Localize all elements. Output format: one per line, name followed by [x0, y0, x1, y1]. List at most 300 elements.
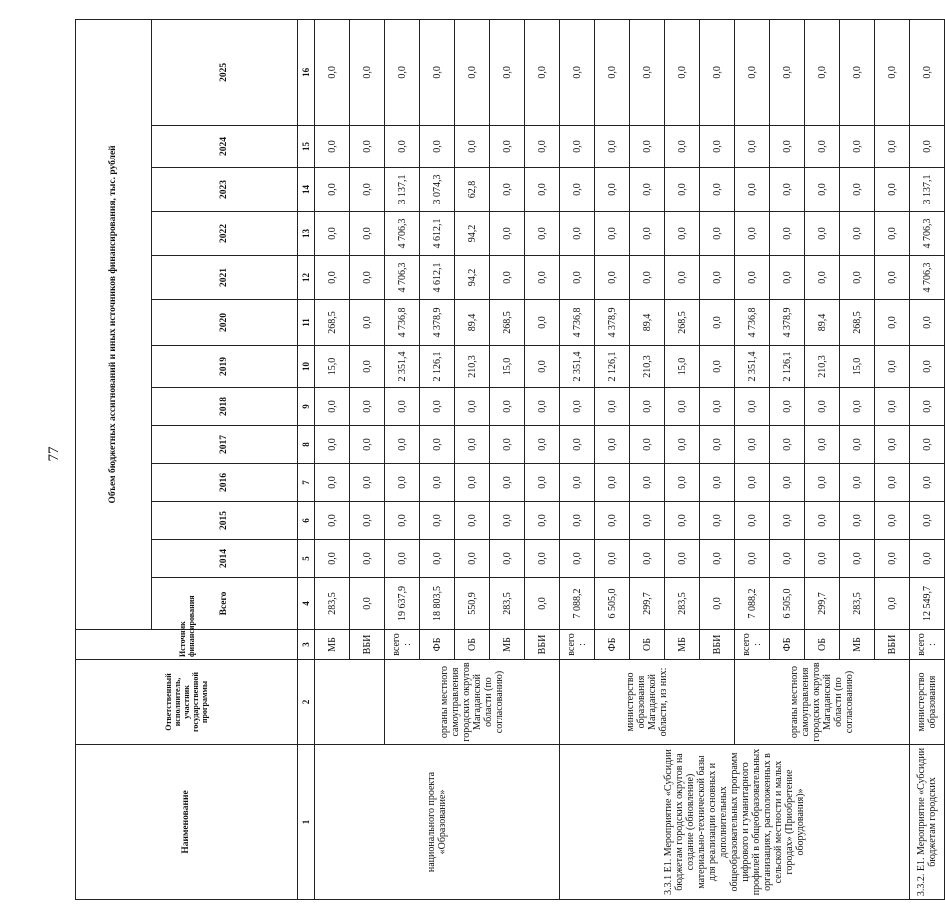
year-value-cell: 0,0 — [910, 464, 945, 502]
year-value-cell: 0,0 — [350, 126, 385, 168]
year-value-cell: 0,0 — [875, 540, 910, 578]
year-value-cell: 0,0 — [735, 388, 770, 426]
year-value-cell: 4 612,1 — [420, 256, 455, 300]
year-value-cell: 0,0 — [875, 426, 910, 464]
year-value-cell: 0,0 — [630, 388, 665, 426]
year-value-cell: 0,0 — [350, 426, 385, 464]
year-value-cell: 0,0 — [455, 540, 490, 578]
year-value-cell: 0,0 — [490, 464, 525, 502]
year-value-cell: 0,0 — [455, 126, 490, 168]
year-value-cell: 0,0 — [350, 300, 385, 346]
column-number: 5 — [298, 540, 315, 578]
year-value-cell: 89,4 — [455, 300, 490, 346]
year-value-cell: 0,0 — [630, 126, 665, 168]
year-value-cell: 0,0 — [420, 426, 455, 464]
total-cell: 12 549,7 — [910, 578, 945, 630]
year-value-cell: 0,0 — [840, 502, 875, 540]
column-number: 8 — [298, 426, 315, 464]
year-value-cell: 0,0 — [455, 19, 490, 125]
year-value-cell: 0,0 — [595, 426, 630, 464]
year-value-cell: 0,0 — [455, 502, 490, 540]
year-value-cell: 0,0 — [595, 464, 630, 502]
column-number: 16 — [298, 19, 315, 125]
year-value-cell: 0,0 — [665, 256, 700, 300]
measure-name-cell: 3.3.2. Е1. Мероприятие «Субсидии бюджетам городских — [910, 745, 945, 900]
year-value-cell: 4 612,1 — [420, 212, 455, 256]
year-value-cell: 0,0 — [385, 388, 420, 426]
year-value-cell: 0,0 — [875, 256, 910, 300]
responsible-cell: органы местного самоуправления городских округов Магаданской области (по согласованию) — [735, 660, 910, 745]
year-value-cell: 15,0 — [840, 346, 875, 388]
year-value-cell: 0,0 — [770, 256, 805, 300]
total-cell: 7 088,2 — [735, 578, 770, 630]
source-cell: всего : — [735, 630, 770, 660]
year-value-cell: 0,0 — [315, 212, 350, 256]
column-number: 14 — [298, 168, 315, 212]
year-value-cell: 0,0 — [560, 168, 595, 212]
year-value-cell: 0,0 — [770, 19, 805, 125]
table-row — [910, 19, 945, 899]
total-cell: 0,0 — [875, 578, 910, 630]
year-value-cell: 0,0 — [770, 388, 805, 426]
measure-name-cell: национального проекта «Образование» — [315, 745, 560, 900]
source-cell: ВБИ — [525, 630, 560, 660]
year-value-cell: 0,0 — [840, 388, 875, 426]
year-value-cell: 4 378,9 — [770, 300, 805, 346]
year-value-cell: 0,0 — [350, 19, 385, 125]
year-value-cell: 0,0 — [490, 388, 525, 426]
rotated-table-container — [75, 20, 938, 900]
year-value-cell: 0,0 — [700, 19, 735, 125]
year-value-cell: 0,0 — [700, 126, 735, 168]
year-value-cell: 268,5 — [840, 300, 875, 346]
header-year: 2015 — [152, 502, 298, 540]
year-value-cell: 0,0 — [630, 212, 665, 256]
year-value-cell: 0,0 — [770, 464, 805, 502]
year-value-cell: 0,0 — [490, 19, 525, 125]
year-value-cell: 0,0 — [455, 464, 490, 502]
total-cell: 6 505,0 — [595, 578, 630, 630]
year-value-cell: 0,0 — [630, 426, 665, 464]
year-value-cell: 0,0 — [910, 300, 945, 346]
year-value-cell: 0,0 — [770, 502, 805, 540]
year-value-cell: 0,0 — [805, 126, 840, 168]
year-value-cell: 0,0 — [315, 388, 350, 426]
total-cell: 283,5 — [840, 578, 875, 630]
year-value-cell: 0,0 — [525, 300, 560, 346]
year-value-cell: 0,0 — [595, 388, 630, 426]
year-value-cell: 0,0 — [665, 168, 700, 212]
year-value-cell: 0,0 — [840, 168, 875, 212]
year-value-cell: 0,0 — [735, 426, 770, 464]
source-cell: всего : — [910, 630, 945, 660]
year-value-cell: 0,0 — [455, 426, 490, 464]
year-value-cell: 0,0 — [525, 212, 560, 256]
year-value-cell: 0,0 — [735, 502, 770, 540]
year-value-cell: 0,0 — [875, 168, 910, 212]
year-value-cell: 0,0 — [770, 212, 805, 256]
year-value-cell: 0,0 — [665, 464, 700, 502]
source-cell: ВБИ — [350, 630, 385, 660]
year-value-cell: 0,0 — [700, 212, 735, 256]
year-value-cell: 0,0 — [595, 126, 630, 168]
year-value-cell: 0,0 — [350, 388, 385, 426]
year-value-cell: 0,0 — [700, 502, 735, 540]
year-value-cell: 0,0 — [420, 502, 455, 540]
header-responsible: Ответственный исполнитель, участник государственной программы — [76, 660, 298, 745]
year-value-cell: 0,0 — [525, 388, 560, 426]
year-value-cell: 15,0 — [315, 346, 350, 388]
header-year: 2014 — [152, 540, 298, 578]
year-value-cell: 0,0 — [805, 502, 840, 540]
year-value-cell: 0,0 — [875, 346, 910, 388]
total-cell: 299,7 — [630, 578, 665, 630]
year-value-cell: 0,0 — [385, 464, 420, 502]
year-value-cell: 15,0 — [490, 346, 525, 388]
table-row — [560, 19, 595, 899]
year-value-cell: 0,0 — [350, 212, 385, 256]
year-value-cell: 0,0 — [665, 540, 700, 578]
column-number: 7 — [298, 464, 315, 502]
year-value-cell: 2 351,4 — [560, 346, 595, 388]
header-year: 2018 — [152, 388, 298, 426]
table-row — [315, 19, 350, 899]
year-value-cell: 268,5 — [490, 300, 525, 346]
source-cell: МБ — [665, 630, 700, 660]
year-value-cell: 0,0 — [875, 126, 910, 168]
year-value-cell: 4 706,3 — [385, 256, 420, 300]
year-value-cell: 0,0 — [385, 19, 420, 125]
year-value-cell: 0,0 — [875, 212, 910, 256]
year-value-cell: 0,0 — [910, 426, 945, 464]
year-value-cell: 0,0 — [560, 426, 595, 464]
year-value-cell: 0,0 — [315, 126, 350, 168]
year-value-cell: 3 074,3 — [420, 168, 455, 212]
year-value-cell: 0,0 — [420, 464, 455, 502]
header-year: 2023 — [152, 168, 298, 212]
column-number: 6 — [298, 502, 315, 540]
year-value-cell: 0,0 — [525, 256, 560, 300]
year-value-cell: 0,0 — [525, 540, 560, 578]
total-cell: 19 637,9 — [385, 578, 420, 630]
year-value-cell: 0,0 — [770, 168, 805, 212]
total-cell: 0,0 — [350, 578, 385, 630]
year-value-cell: 0,0 — [490, 426, 525, 464]
year-value-cell: 0,0 — [350, 540, 385, 578]
year-value-cell: 0,0 — [385, 540, 420, 578]
year-value-cell: 0,0 — [875, 388, 910, 426]
year-value-cell: 0,0 — [735, 19, 770, 125]
year-value-cell: 4 736,8 — [560, 300, 595, 346]
year-value-cell: 4 706,3 — [385, 212, 420, 256]
year-value-cell: 0,0 — [840, 464, 875, 502]
year-value-cell: 0,0 — [315, 464, 350, 502]
year-value-cell: 0,0 — [700, 388, 735, 426]
header-total: Всего — [152, 578, 298, 630]
year-value-cell: 0,0 — [525, 168, 560, 212]
year-value-cell: 0,0 — [490, 168, 525, 212]
source-cell: ФБ — [420, 630, 455, 660]
total-cell: 283,5 — [315, 578, 350, 630]
year-value-cell: 268,5 — [665, 300, 700, 346]
year-value-cell: 0,0 — [385, 502, 420, 540]
year-value-cell: 0,0 — [735, 126, 770, 168]
year-value-cell: 4 736,8 — [385, 300, 420, 346]
year-value-cell: 0,0 — [315, 502, 350, 540]
year-value-cell: 0,0 — [735, 212, 770, 256]
year-value-cell: 94,2 — [455, 212, 490, 256]
header-year: 2022 — [152, 212, 298, 256]
year-value-cell: 0,0 — [665, 19, 700, 125]
year-value-cell: 0,0 — [700, 464, 735, 502]
column-number: 9 — [298, 388, 315, 426]
header-year: 2019 — [152, 346, 298, 388]
year-value-cell: 0,0 — [665, 426, 700, 464]
year-value-cell: 0,0 — [315, 540, 350, 578]
total-cell: 0,0 — [525, 578, 560, 630]
year-value-cell: 0,0 — [805, 540, 840, 578]
year-value-cell: 0,0 — [560, 540, 595, 578]
responsible-cell — [315, 660, 385, 745]
header-volume: Объем бюджетных ассигнований и иных источников финансирования, тыс. рублей — [76, 19, 152, 629]
year-value-cell: 4 378,9 — [595, 300, 630, 346]
year-value-cell: 0,0 — [560, 388, 595, 426]
source-cell: ОБ — [630, 630, 665, 660]
year-value-cell: 0,0 — [490, 212, 525, 256]
total-cell: 299,7 — [805, 578, 840, 630]
year-value-cell: 0,0 — [910, 540, 945, 578]
measure-name-cell: 3.3.1 Е1. Мероприятие «Субсидии бюджетам городских округов на создание (обновление) материально-технической базы для реализации основных и дополнительных общеобразовательных программ цифрового и гуманитарного профилей в общеобразовательных организациях, расположенных в сельской местности и малых городах» (Приобретение оборудования)» — [560, 745, 910, 900]
year-value-cell: 0,0 — [560, 126, 595, 168]
rotated-table-scan — [75, 20, 938, 900]
column-number: 1 — [298, 745, 315, 900]
year-value-cell: 0,0 — [630, 464, 665, 502]
year-value-cell: 210,3 — [805, 346, 840, 388]
year-value-cell: 0,0 — [630, 19, 665, 125]
total-cell: 283,5 — [490, 578, 525, 630]
year-value-cell: 0,0 — [665, 502, 700, 540]
year-value-cell: 0,0 — [490, 502, 525, 540]
year-value-cell: 0,0 — [350, 256, 385, 300]
year-value-cell: 0,0 — [490, 540, 525, 578]
year-value-cell: 0,0 — [525, 426, 560, 464]
year-value-cell: 0,0 — [350, 464, 385, 502]
year-value-cell: 0,0 — [735, 168, 770, 212]
year-value-cell: 0,0 — [525, 464, 560, 502]
year-value-cell: 0,0 — [875, 464, 910, 502]
year-value-cell: 89,4 — [630, 300, 665, 346]
year-value-cell: 0,0 — [315, 19, 350, 125]
table-body — [315, 19, 945, 899]
column-number: 4 — [298, 578, 315, 630]
year-value-cell: 0,0 — [490, 126, 525, 168]
year-value-cell: 0,0 — [805, 168, 840, 212]
total-cell: 18 803,5 — [420, 578, 455, 630]
year-value-cell: 94,2 — [455, 256, 490, 300]
year-value-cell: 0,0 — [875, 300, 910, 346]
year-value-cell: 3 137,1 — [385, 168, 420, 212]
year-value-cell: 0,0 — [910, 126, 945, 168]
column-number: 2 — [298, 660, 315, 745]
responsible-cell: министерство образования — [910, 660, 945, 745]
year-value-cell: 0,0 — [350, 168, 385, 212]
source-cell: МБ — [840, 630, 875, 660]
source-cell: ОБ — [805, 630, 840, 660]
header-year: 2024 — [152, 126, 298, 168]
year-value-cell: 0,0 — [315, 168, 350, 212]
year-value-cell: 0,0 — [700, 346, 735, 388]
year-value-cell: 0,0 — [560, 19, 595, 125]
year-value-cell: 0,0 — [840, 212, 875, 256]
header-year: 2017 — [152, 426, 298, 464]
year-value-cell: 0,0 — [420, 19, 455, 125]
column-number: 13 — [298, 212, 315, 256]
year-value-cell: 0,0 — [805, 212, 840, 256]
header-year: 2020 — [152, 300, 298, 346]
column-number: 15 — [298, 126, 315, 168]
year-value-cell: 0,0 — [385, 426, 420, 464]
year-value-cell: 0,0 — [840, 426, 875, 464]
year-value-cell: 0,0 — [700, 300, 735, 346]
year-value-cell: 0,0 — [665, 388, 700, 426]
year-value-cell: 0,0 — [805, 256, 840, 300]
year-value-cell: 0,0 — [315, 426, 350, 464]
year-value-cell: 0,0 — [630, 502, 665, 540]
year-value-cell: 0,0 — [525, 346, 560, 388]
year-value-cell: 0,0 — [385, 126, 420, 168]
year-value-cell: 210,3 — [630, 346, 665, 388]
source-cell: ФБ — [770, 630, 805, 660]
year-value-cell: 0,0 — [630, 540, 665, 578]
year-value-cell: 0,0 — [910, 346, 945, 388]
year-value-cell: 0,0 — [595, 540, 630, 578]
year-value-cell: 0,0 — [525, 502, 560, 540]
column-number: 12 — [298, 256, 315, 300]
year-value-cell: 0,0 — [595, 212, 630, 256]
source-cell: МБ — [315, 630, 350, 660]
source-cell: всего : — [385, 630, 420, 660]
year-value-cell: 268,5 — [315, 300, 350, 346]
year-value-cell: 0,0 — [840, 540, 875, 578]
year-value-cell: 0,0 — [665, 126, 700, 168]
year-value-cell: 0,0 — [595, 19, 630, 125]
year-value-cell: 0,0 — [735, 540, 770, 578]
year-value-cell: 0,0 — [770, 426, 805, 464]
year-value-cell: 0,0 — [525, 126, 560, 168]
column-number: 3 — [298, 630, 315, 660]
year-value-cell: 0,0 — [805, 464, 840, 502]
year-value-cell: 0,0 — [455, 388, 490, 426]
year-value-cell: 0,0 — [805, 388, 840, 426]
year-value-cell: 0,0 — [770, 540, 805, 578]
year-value-cell: 0,0 — [595, 168, 630, 212]
year-value-cell: 0,0 — [805, 426, 840, 464]
year-value-cell: 0,0 — [525, 19, 560, 125]
source-cell: ВБИ — [875, 630, 910, 660]
year-value-cell: 0,0 — [735, 464, 770, 502]
page-number: 77 — [46, 446, 62, 462]
year-value-cell: 0,0 — [910, 388, 945, 426]
year-value-cell: 210,3 — [455, 346, 490, 388]
year-value-cell: 0,0 — [840, 256, 875, 300]
header-source: Источник финансирования — [76, 630, 298, 660]
total-cell: 550,9 — [455, 578, 490, 630]
year-value-cell: 0,0 — [630, 168, 665, 212]
year-value-cell: 0,0 — [420, 540, 455, 578]
year-value-cell: 0,0 — [805, 19, 840, 125]
year-value-cell: 4 706,3 — [910, 212, 945, 256]
year-value-cell: 0,0 — [560, 464, 595, 502]
year-value-cell: 3 137,1 — [910, 168, 945, 212]
source-cell: ФБ — [595, 630, 630, 660]
year-value-cell: 2 126,1 — [420, 346, 455, 388]
year-value-cell: 15,0 — [665, 346, 700, 388]
header-year: 2025 — [152, 19, 298, 125]
year-value-cell: 0,0 — [875, 19, 910, 125]
year-value-cell: 0,0 — [910, 502, 945, 540]
year-value-cell: 0,0 — [840, 19, 875, 125]
year-value-cell: 0,0 — [560, 502, 595, 540]
year-value-cell: 0,0 — [595, 256, 630, 300]
year-value-cell: 0,0 — [490, 256, 525, 300]
year-value-cell: 0,0 — [840, 126, 875, 168]
year-value-cell: 0,0 — [910, 19, 945, 125]
year-value-cell: 0,0 — [875, 502, 910, 540]
year-value-cell: 0,0 — [560, 212, 595, 256]
source-cell: всего : — [560, 630, 595, 660]
year-value-cell: 0,0 — [700, 426, 735, 464]
year-value-cell: 0,0 — [420, 126, 455, 168]
responsible-cell: министерство образования Магаданской области, из них: — [560, 660, 735, 745]
year-value-cell: 0,0 — [735, 256, 770, 300]
total-cell: 0,0 — [700, 578, 735, 630]
year-value-cell: 0,0 — [665, 212, 700, 256]
financing-table — [75, 19, 945, 900]
year-value-cell: 4 706,3 — [910, 256, 945, 300]
year-value-cell: 0,0 — [770, 126, 805, 168]
column-number: 10 — [298, 346, 315, 388]
total-cell: 6 505,0 — [770, 578, 805, 630]
year-value-cell: 2 126,1 — [595, 346, 630, 388]
total-cell: 7 088,2 — [560, 578, 595, 630]
year-value-cell: 0,0 — [350, 346, 385, 388]
year-value-cell: 0,0 — [700, 256, 735, 300]
column-number: 11 — [298, 300, 315, 346]
year-value-cell: 2 351,4 — [385, 346, 420, 388]
year-value-cell: 2 126,1 — [770, 346, 805, 388]
year-value-cell: 89,4 — [805, 300, 840, 346]
source-cell: ВБИ — [700, 630, 735, 660]
year-value-cell: 0,0 — [315, 256, 350, 300]
year-value-cell: 0,0 — [350, 502, 385, 540]
year-value-cell: 2 351,4 — [735, 346, 770, 388]
header-year: 2021 — [152, 256, 298, 300]
source-cell: ОБ — [455, 630, 490, 660]
year-value-cell: 0,0 — [595, 502, 630, 540]
year-value-cell: 0,0 — [630, 256, 665, 300]
header-year: 2016 — [152, 464, 298, 502]
year-value-cell: 4 736,8 — [735, 300, 770, 346]
year-value-cell: 0,0 — [700, 168, 735, 212]
total-cell: 283,5 — [665, 578, 700, 630]
year-value-cell: 62,8 — [455, 168, 490, 212]
responsible-cell: органы местного самоуправления городских округов Магаданской области (по согласованию) — [385, 660, 560, 745]
year-value-cell: 0,0 — [700, 540, 735, 578]
year-value-cell: 4 378,9 — [420, 300, 455, 346]
source-cell: МБ — [490, 630, 525, 660]
year-value-cell: 0,0 — [560, 256, 595, 300]
header-name: Наименование — [76, 745, 298, 900]
